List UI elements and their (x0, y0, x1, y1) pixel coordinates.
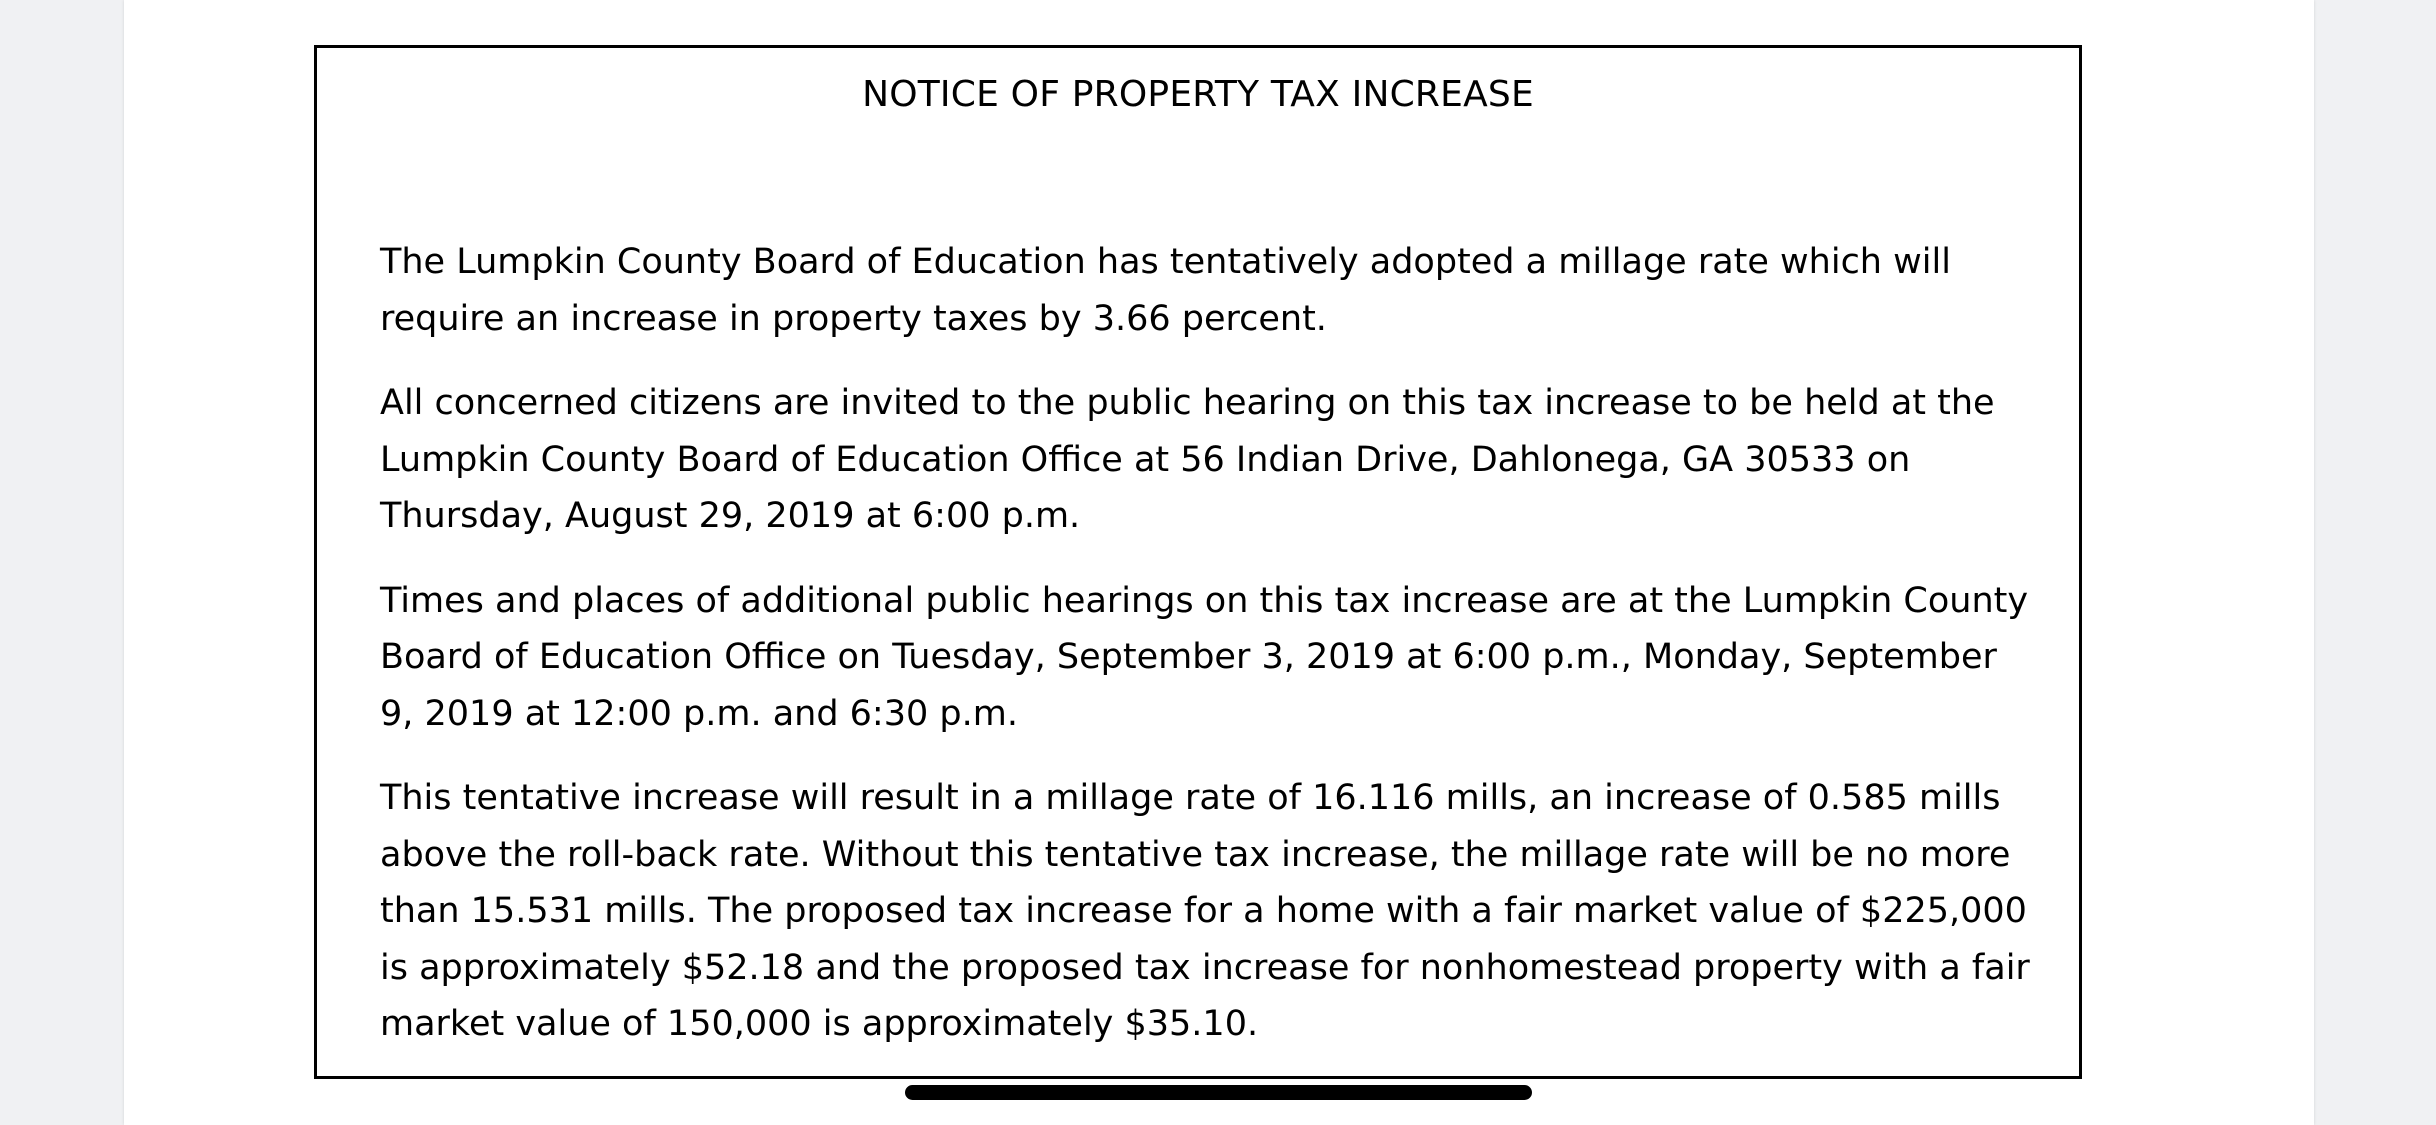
notice-body (380, 234, 2040, 1081)
home-indicator[interactable] (905, 1085, 1532, 1100)
notice-title: NOTICE OF PROPERTY TAX INCREASE (862, 74, 1534, 115)
paragraph-tax-details: This tentative increase will result in a millage rate of 16.116 mills, an increase of 0.585 mills above the roll-back rate. Without this tentative tax increase, the millage rate will be no more than 15.531 mills. The proposed tax increase for a home with a fair market value of $225,000 is approximately $52.18 and the proposed tax increase for nonhomestead property with a fair market value of 150,000 is approximately $35.10. (380, 778, 2030, 1044)
document-page (124, 0, 2314, 1125)
paragraph-millage-adoption: The Lumpkin County Board of Education has tentatively adopted a millage rate which will require an increase in property taxes by 3.66 percent. (380, 242, 1951, 339)
paragraph-public-hearing: All concerned citizens are invited to the public hearing on this tax increase to be held at the Lumpkin County Board of Education Office at 56 Indian Drive, Dahlonega, GA 30533 on Thursday, August 29, 2019 at 6:00 p.m. (380, 383, 1995, 536)
notice-box (314, 45, 2082, 1079)
paragraph-additional-hearings: Times and places of additional public hearings on this tax increase are at the Lumpkin County Board of Education Office on Tuesday, September 3, 2019 at 6:00 p.m., Monday, September 9, 2019 at 12:00 p.m. and 6:30 p.m. (380, 580, 2029, 734)
